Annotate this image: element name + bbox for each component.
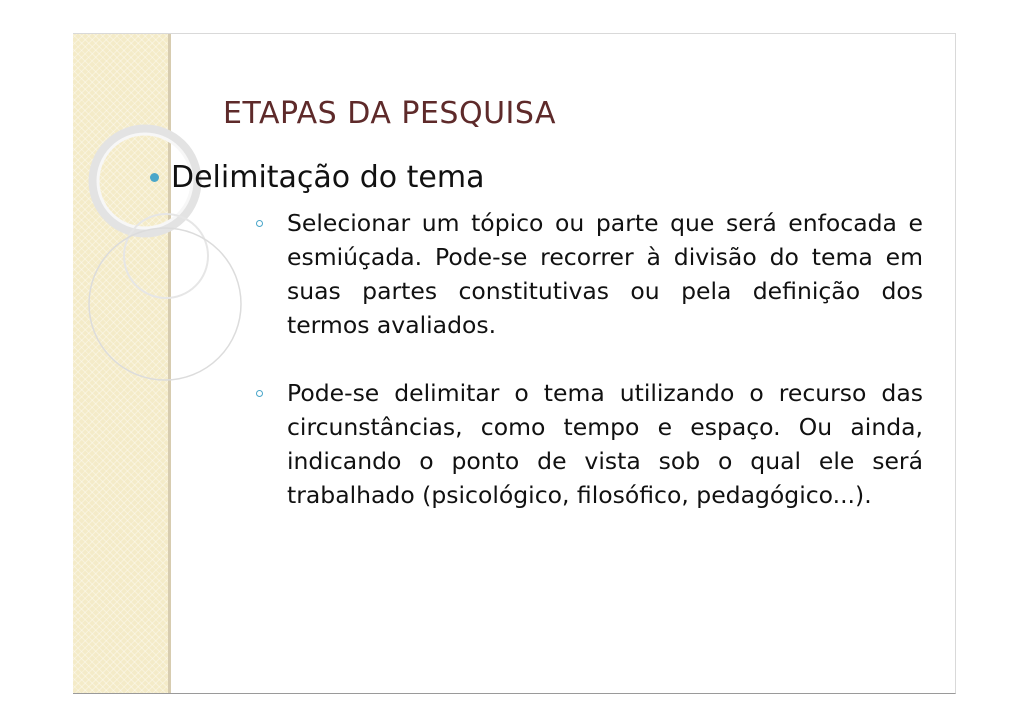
sub-bullet-selecionar (256, 206, 923, 342)
hollow-circle-bullet-icon (256, 220, 263, 227)
decorative-side-band (73, 34, 171, 693)
hollow-circle-bullet-icon (256, 390, 263, 397)
sub-bullet-text: Pode-se delimitar o tema utilizando o recurso das circunstâncias, como tempo e espaço. Ou ainda, indicando o ponto de vista sob o qual ele será trabalhado (psicológico, filosófico, pedagógico...). (287, 379, 923, 509)
filled-circle-bullet-icon (150, 173, 159, 182)
sub-bullet-delimitar (256, 376, 923, 512)
bullet-delimitacao (150, 160, 484, 195)
slide-title: ETAPAS DA PESQUISA (223, 96, 557, 131)
bullet-text: Delimitação do tema (171, 160, 485, 195)
sub-bullet-text: Selecionar um tópico ou parte que será enfocada e esmiúçada. Pode-se recorrer à divisão do tema em suas partes constitutivas ou pela definição dos termos avaliados. (287, 209, 923, 339)
slide (73, 33, 956, 694)
